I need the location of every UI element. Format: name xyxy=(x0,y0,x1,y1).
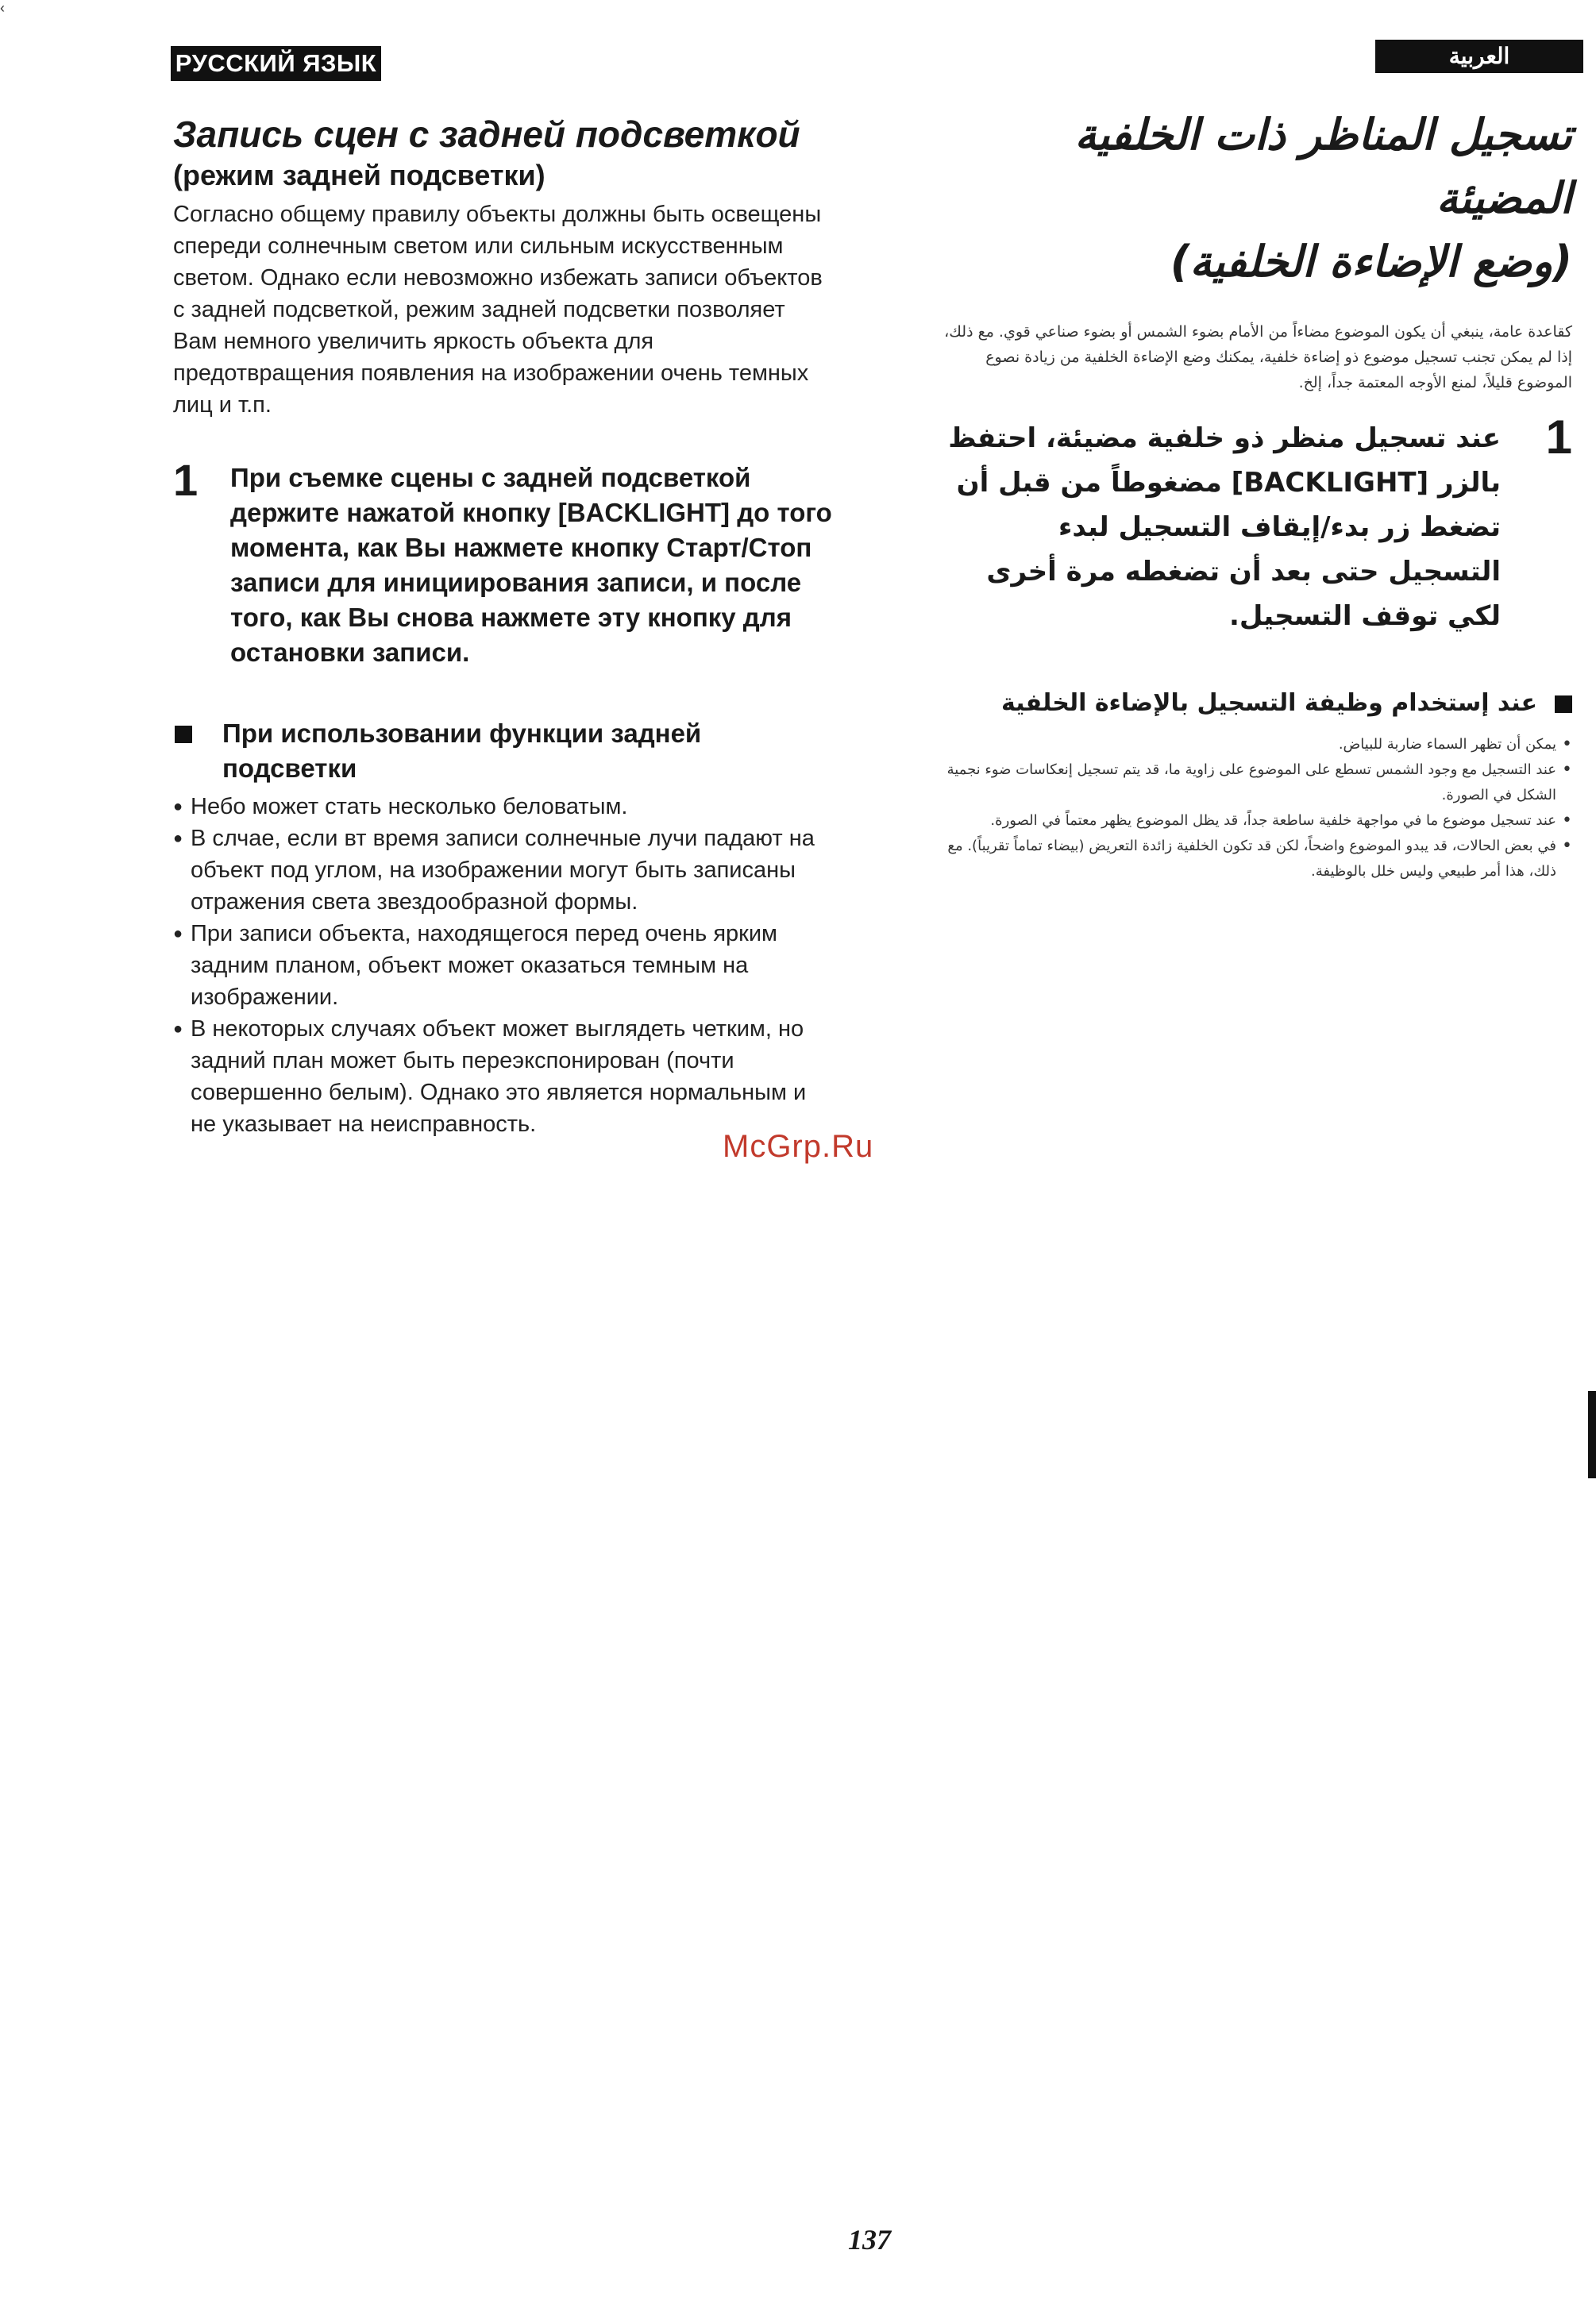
corner-mark: ‹ xyxy=(0,0,5,16)
list-item: ● В некоторых случаях объект может выглядеть четким, но задний план может быть переэкспонирован (почти совершенно белым). Однако это является нормальным и не указывает на неисправность. xyxy=(173,1013,832,1140)
arabic-column xyxy=(937,103,1572,884)
ru-step-1 xyxy=(173,455,832,670)
site-watermark: McGrp.Ru xyxy=(723,1129,874,1164)
list-item: ● При записи объекта, находящегося перед очень ярким задним планом, объект может оказаться темным на изображении. xyxy=(173,918,832,1013)
list-item: ● В слчае, если вт время записи солнечные лучи падают на объект под углом, на изображении могут быть записаны отражения света звездообразной формы. xyxy=(173,823,832,918)
page-number: 137 xyxy=(848,2224,891,2256)
ar-step-number: 1 xyxy=(1545,410,1572,464)
ar-notes-list xyxy=(937,732,1572,884)
ar-page-title xyxy=(937,103,1572,294)
ru-step-number: 1 xyxy=(173,455,199,505)
list-item: • يمكن أن تظهر السماء ضاربة للبياض. xyxy=(937,732,1572,757)
russian-column xyxy=(173,111,832,1140)
ru-step-text: При съемке сцены с задней подсветкой держите нажатой кнопку [BACKLIGHT] до того момента, как Вы нажмете кнопку Старт/Стоп записи для инициирования записи, и после того, как Вы снова нажмете эту кнопку для остановки записи. xyxy=(230,463,832,667)
arabic-language-tab: العربية xyxy=(1375,40,1583,73)
ru-page-subtitle: (режим задней подсветки) xyxy=(173,159,545,191)
list-item: • عند التسجيل مع وجود الشمس تسطع على الموضوع على زاوية ما، قد يتم تسجيل إنعكاسات ضوء نجمية الشكل في الصورة. xyxy=(937,757,1572,808)
russian-language-tab: РУССКИЙ ЯЗЫК xyxy=(171,46,381,81)
ar-intro-paragraph: كقاعدة عامة، ينبغي أن يكون الموضوع مضاءاً من الأمام بضوء الشمس أو بضوء صناعي قوي. مع ذلك، إذا لم يمكن تجنب تسجيل موضوع ذو إضاءة خلفية، يمكنك وضع الإضاءة الخلفية من زيادة نصوع الموضوع قليلاً، لمنع الأوجه المعتمة جداً، إلخ. xyxy=(944,323,1572,391)
ar-title-line-1: تسجيل المناظر ذات الخلفية المضيئة xyxy=(1074,110,1572,223)
ru-notes-list xyxy=(173,791,832,1140)
ru-intro-paragraph: Согласно общему правилу объекты должны быть освещены спереди солнечным светом или сильным искусственным светом. Однако если невозможно избежать записи объектов с задней подсветкой, режим задней подсветки позволяет Вам немного увеличить яркость объекта для предотвращения появления на изображении очень темных лиц и т.п. xyxy=(173,202,823,418)
square-bullet-icon xyxy=(175,726,192,743)
ru-page-title: Запись сцен с задней подсветкой xyxy=(173,114,800,155)
ar-title-line-2: (وضع الإضاءة الخلفية) xyxy=(1170,237,1572,287)
ar-step-text: عند تسجيل منظر ذو خلفية مضيئة، احتفظ بالزر [BACKLIGHT] مضغوطاً من قبل أن تضغط زر بدء/إيقاف التسجيل لبدء التسجيل حتى بعد أن تضغطه مرة أخرى لكي توقف التسجيل. xyxy=(948,422,1501,632)
ar-section-title: عند إستخدام وظيفة التسجيل بالإضاءة الخلفية xyxy=(1000,689,1537,717)
ru-section-title: При использовании функции задней подсветки xyxy=(222,719,702,783)
list-item: • عند تسجيل موضوع ما في مواجهة خلفية ساطعة جداً، قد يظل الموضوع يظهر معتماً في الصورة. xyxy=(937,808,1572,834)
list-item: ● Небо может стать несколько беловатым. xyxy=(173,791,832,823)
ar-step-1 xyxy=(937,410,1572,638)
section-edge-tab xyxy=(1588,1391,1596,1478)
ar-backlight-notes xyxy=(937,686,1572,721)
list-item: • في بعض الحالات، قد يبدو الموضوع واضحاً، لكن قد تكون الخلفية زائدة التعريض (بيضاء تماماً تقريباً). مع ذلك، هذا أمر طبيعي وليس خلل بالوظيفة. xyxy=(937,834,1572,884)
ru-backlight-notes xyxy=(173,716,832,786)
square-bullet-icon xyxy=(1555,695,1572,713)
